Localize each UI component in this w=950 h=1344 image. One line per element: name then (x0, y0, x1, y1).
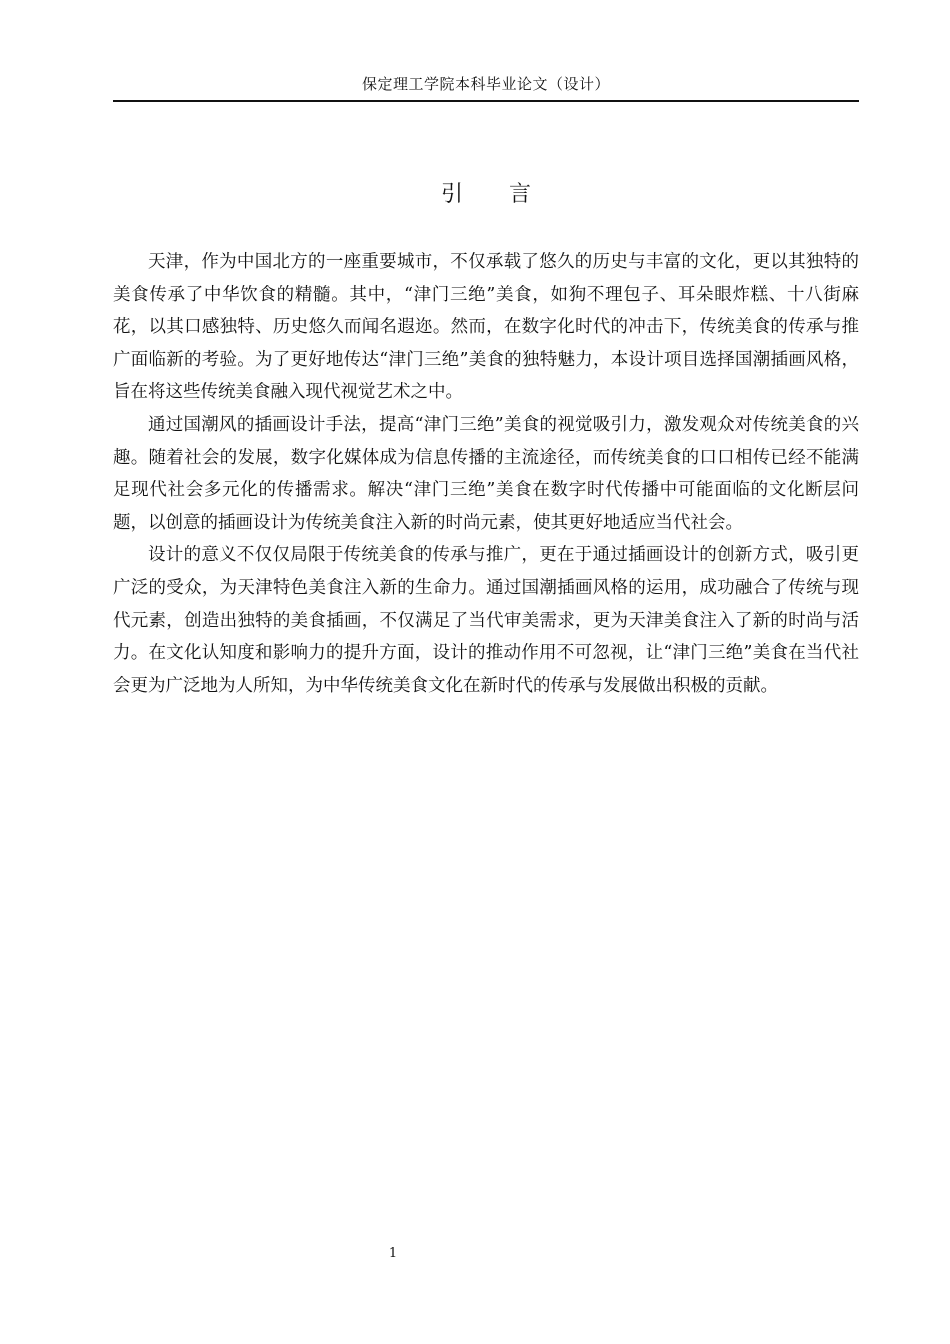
running-header: 保定理工学院本科毕业论文（设计） (361, 75, 610, 93)
body-text (113, 246, 859, 702)
paragraph: 设计的意义不仅仅局限于传统美食的传承与推广，更在于通过插画设计的创新方式，吸引更广泛的受众，为天津特色美食注入新的生命力。通过国潮插画风格的运用，成功融合了传统与现代元素，创造出独特的美食插画，不仅满足了当代审美需求，更为天津美食注入了新的时尚与活力。在文化认知度和影响力的提升方面，设计的推动作用不可忽视，让“津门三绝”美食在当代社会更为广泛地为人所知，为中华传统美食文化在新时代的传承与发展做出积极的贡献。 (113, 545, 859, 696)
paragraph: 通过国潮风的插画设计手法，提高“津门三绝”美食的视觉吸引力，激发观众对传统美食的兴趣。随着社会的发展，数字化媒体成为信息传播的主流途径，而传统美食的口口相传已经不能满足现代社会多元化的传播需求。解决“津门三绝”美食在数字时代传播中可能面临的文化断层问题，以创意的插画设计为传统美食注入新的时尚元素，使其更好地适应当代社会。 (113, 414, 859, 533)
section-title: 引言 (440, 182, 577, 207)
page-number: 1 (388, 1246, 398, 1261)
header-divider (113, 100, 859, 102)
paragraph: 天津，作为中国北方的一座重要城市，不仅承载了悠久的历史与丰富的文化，更以其独特的美食传承了中华饮食的精髓。其中，“津门三绝”美食，如狗不理包子、耳朵眼炸糕、十八街麻花，以其口感独特、历史悠久而闻名遐迩。然而，在数字化时代的冲击下，传统美食的传承与推广面临新的考验。为了更好地传达“津门三绝”美食的独特魅力，本设计项目选择国潮插画风格，旨在将这些传统美食融入现代视觉艺术之中。 (113, 252, 859, 403)
